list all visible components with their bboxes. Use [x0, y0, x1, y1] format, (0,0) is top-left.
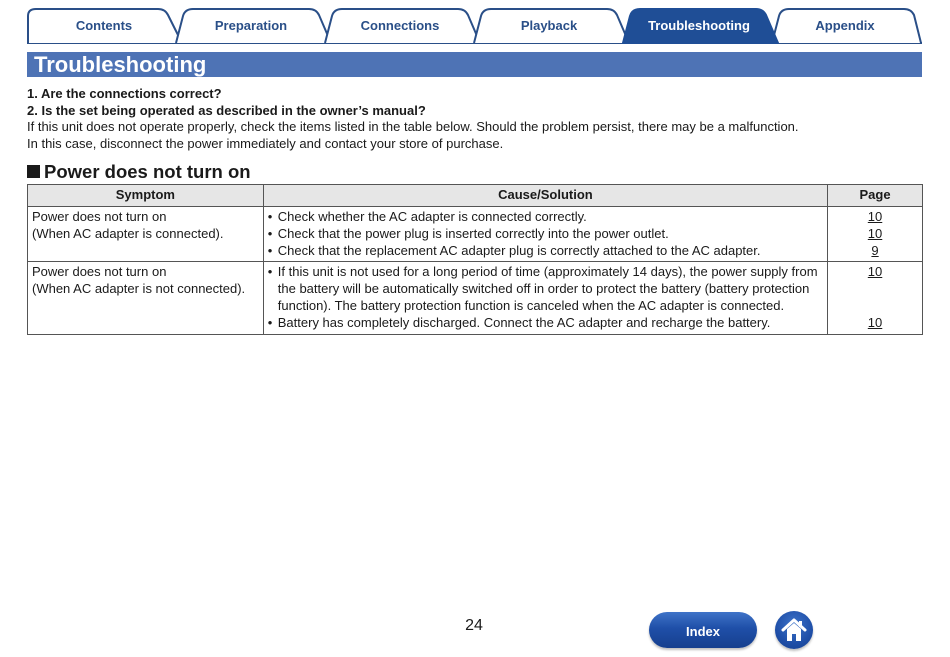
page-link[interactable]: 10 — [867, 264, 883, 280]
intro-question-1: 1. Are the connections correct? — [27, 86, 222, 101]
header-symptom: Symptom — [28, 185, 264, 207]
cause-cell — [263, 262, 827, 334]
page-link[interactable]: 10 — [867, 209, 883, 224]
page-link[interactable]: 10 — [867, 225, 883, 241]
page-title: Troubleshooting — [27, 52, 922, 77]
page-link[interactable]: 10 — [867, 314, 883, 330]
page-cell — [828, 207, 923, 262]
cause-item: • Check that the replacement AC adapter plug is correctly attached to the AC adapter. — [268, 243, 823, 260]
intro-paragraph-1: If this unit does not operate properly, check the items listed in the table below. Should the problem persist, there may be a malfunction. — [27, 119, 799, 134]
home-button[interactable] — [775, 611, 813, 649]
cause-item: • Check that the power plug is inserted correctly into the power outlet. — [268, 226, 823, 243]
troubleshooting-table — [27, 184, 923, 335]
tab-playback[interactable]: Playback — [520, 18, 578, 33]
cause-item: • Check whether the AC adapter is connected correctly. — [268, 209, 823, 226]
tab-contents[interactable]: Contents — [75, 18, 133, 33]
tab-connections[interactable]: Connections — [360, 18, 440, 33]
intro-text — [27, 86, 922, 152]
tab-troubleshooting[interactable]: Troubleshooting — [648, 18, 750, 33]
tab-bar — [27, 8, 922, 45]
header-page: Page — [828, 185, 923, 207]
table-row — [28, 262, 923, 334]
page-cell — [828, 262, 923, 334]
page-link[interactable]: 9 — [871, 242, 879, 258]
symptom-condition: (When AC adapter is connected). — [32, 225, 224, 241]
cause-list — [268, 209, 823, 259]
header-cause-solution: Cause/Solution — [263, 185, 827, 207]
black-square-icon — [27, 165, 40, 178]
table-header-row — [28, 185, 923, 207]
index-button[interactable]: Index — [649, 612, 757, 648]
cause-item: • Battery has completely discharged. Connect the AC adapter and recharge the battery. — [268, 315, 823, 332]
symptom-cell — [28, 207, 264, 262]
cause-cell — [263, 207, 827, 262]
section-title: Power does not turn on — [44, 161, 251, 182]
section-heading — [27, 161, 251, 183]
cause-list — [268, 264, 823, 331]
cause-item: • If this unit is not used for a long period of time (approximately 14 days), the power supply from the battery will be automatically switched off in order to protect the battery (battery protection function). The battery protection function is canceled when the AC adapter is connected. — [268, 264, 823, 314]
intro-question-2: 2. Is the set being operated as described in the owner’s manual? — [27, 102, 426, 118]
symptom-cell — [28, 262, 264, 334]
tab-appendix[interactable]: Appendix — [815, 18, 875, 33]
tab-preparation[interactable]: Preparation — [214, 18, 288, 33]
intro-paragraph-2: In this case, disconnect the power immediately and contact your store of purchase. — [27, 135, 504, 151]
home-icon — [780, 616, 808, 644]
symptom-text: Power does not turn on — [32, 209, 167, 224]
table-row — [28, 207, 923, 262]
page-number: 24 — [465, 617, 483, 634]
symptom-text: Power does not turn on — [32, 264, 167, 280]
symptom-condition: (When AC adapter is not connected). — [32, 281, 246, 297]
